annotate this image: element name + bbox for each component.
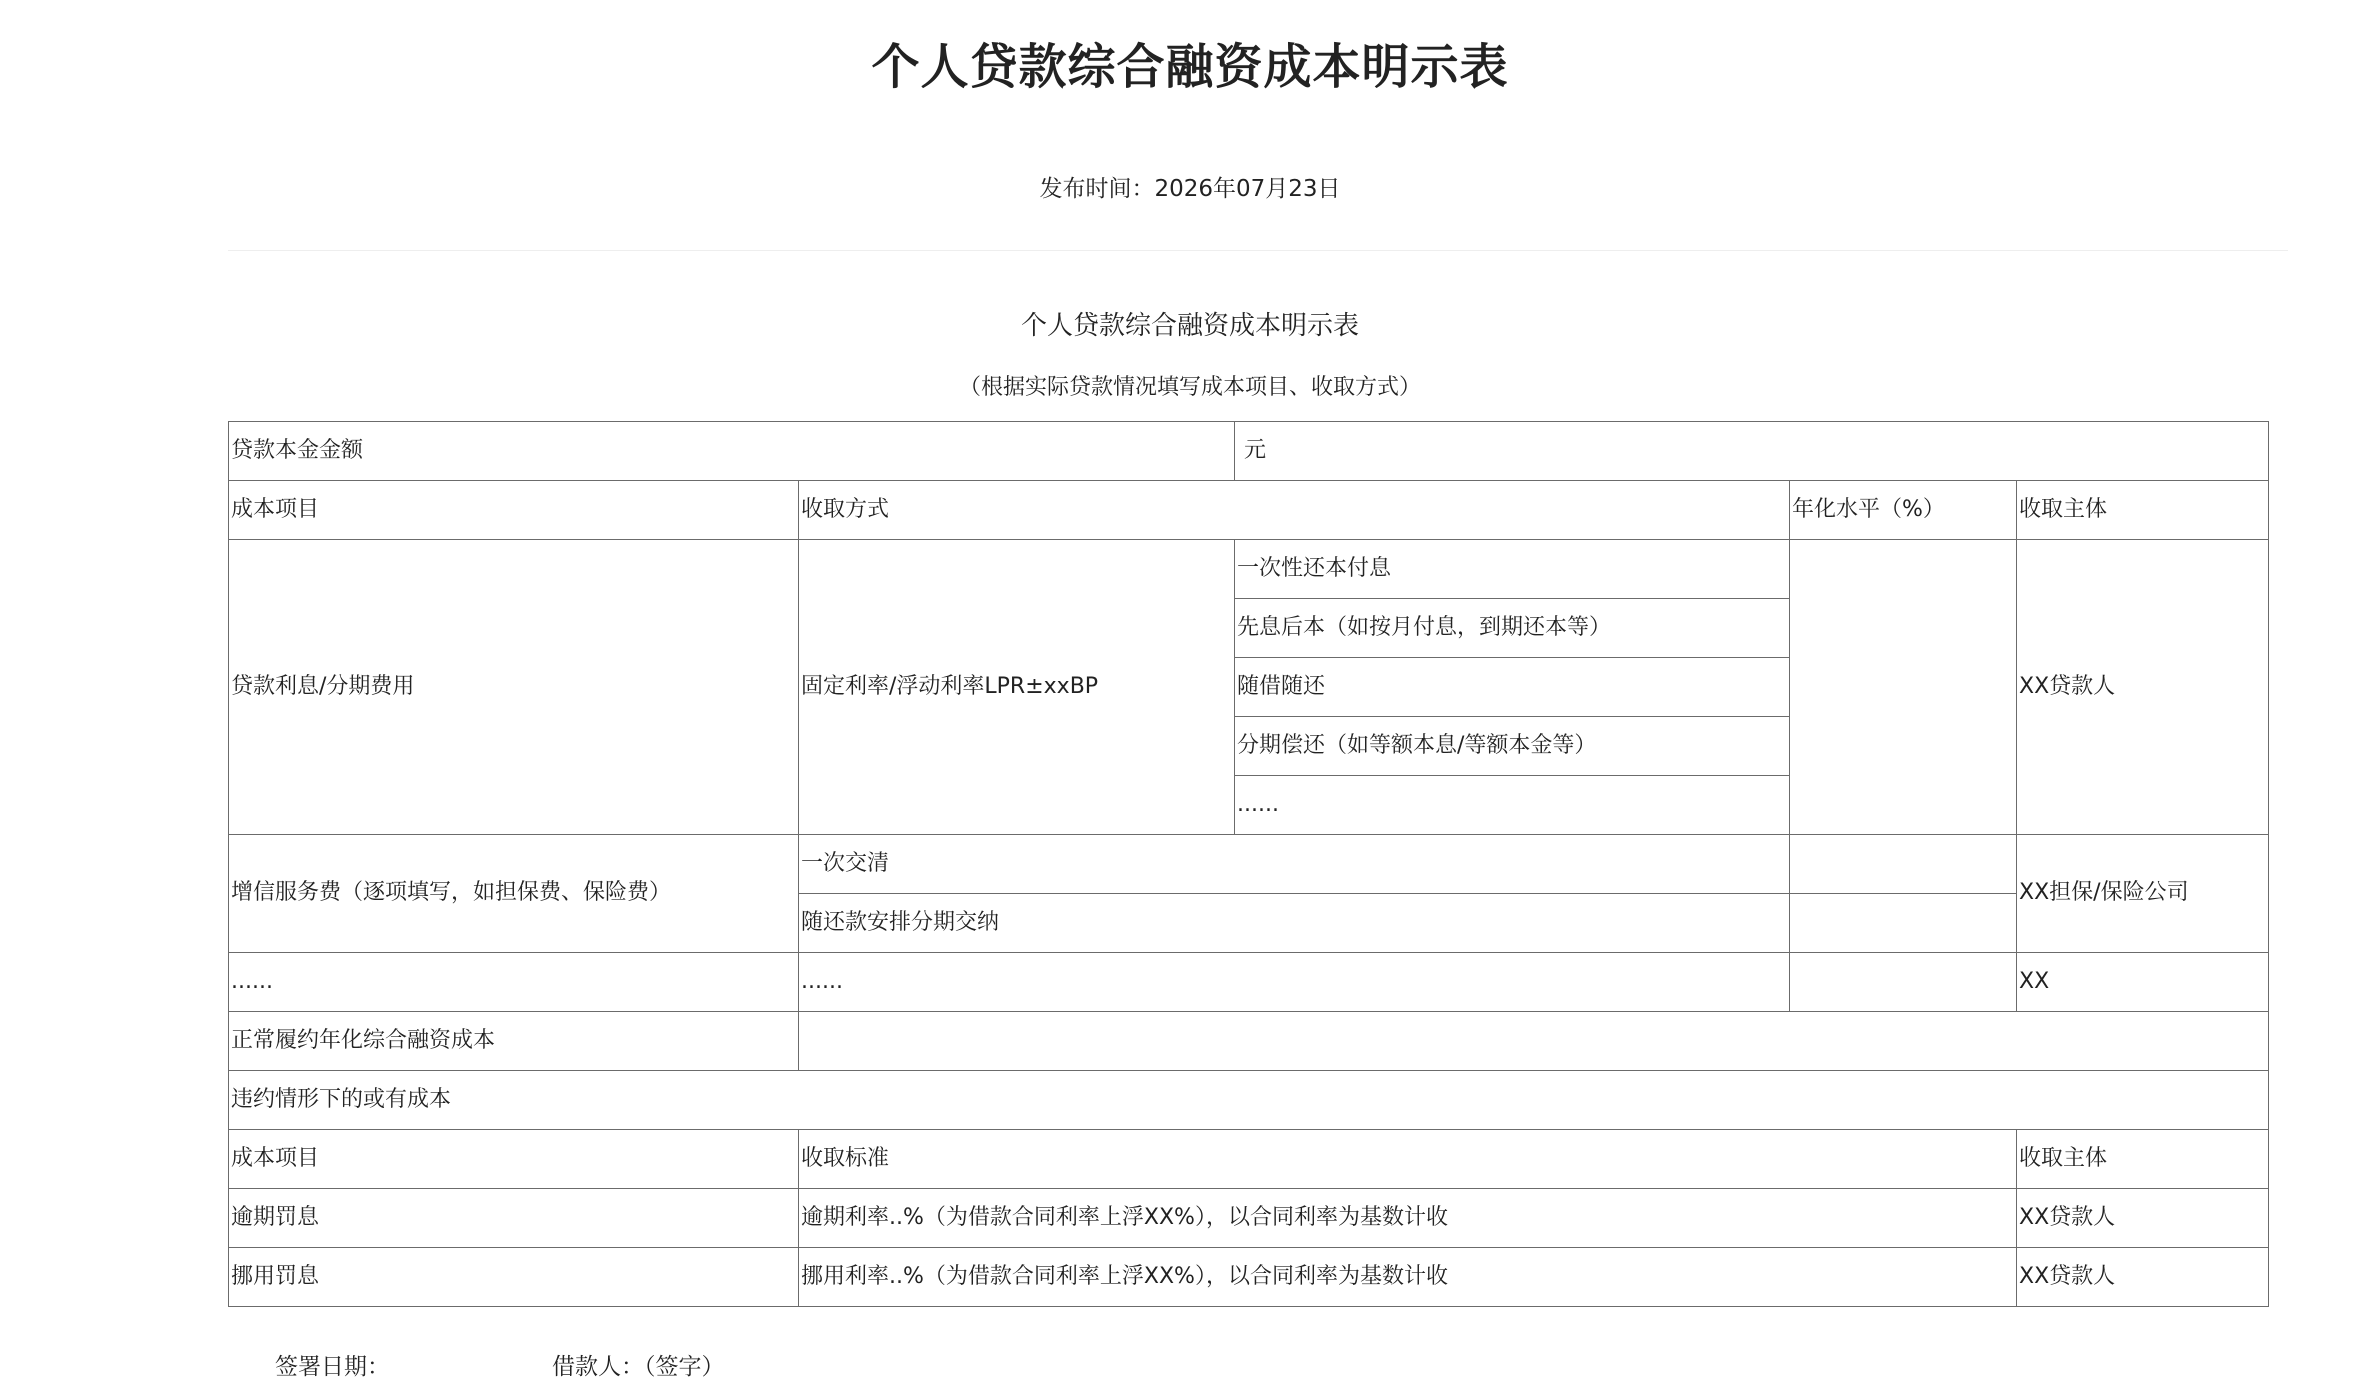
default-cost-collector: XX贷款人: [2017, 1248, 2269, 1307]
header-cost-item: 成本项目: [229, 481, 799, 540]
credit-fee-collector: XX担保/保险公司: [2017, 835, 2269, 953]
other-cost-annual-level-field[interactable]: [1790, 953, 2017, 1012]
principal-amount-field[interactable]: [1235, 422, 2269, 481]
cost-disclosure-table: [228, 421, 2269, 1307]
normal-cost-row: [229, 1012, 2269, 1071]
other-cost-row: [229, 953, 2269, 1012]
page-title: 个人贷款综合融资成本明示表: [871, 39, 1509, 95]
credit-fee-item: 增信服务费（逐项填写，如担保费、保险费）: [229, 835, 799, 953]
default-cost-collector: XX贷款人: [2017, 1189, 2269, 1248]
default-header-standard: 收取标准: [799, 1130, 2017, 1189]
publish-time: [0, 170, 2380, 203]
sign-date-label: 签署日期：: [275, 1354, 390, 1380]
principal-row: [229, 422, 2269, 481]
default-cost-item: 挪用罚息: [229, 1248, 799, 1307]
credit-fee-method: 随还款安排分期交纳: [799, 894, 1790, 953]
borrower-signature-label: 借款人：（签字）: [552, 1354, 725, 1380]
default-header-cost-item: 成本项目: [229, 1130, 799, 1189]
header-annual-level: 年化水平（%）: [1790, 481, 2017, 540]
credit-fee-annual-level-field[interactable]: [1790, 894, 2017, 953]
default-cost-standard: 挪用利率..%（为借款合同利率上浮XX%），以合同利率为基数计收: [799, 1248, 2017, 1307]
normal-cost-field[interactable]: [799, 1012, 2269, 1071]
normal-cost-label: 正常履约年化综合融资成本: [229, 1012, 799, 1071]
header-row: [229, 481, 2269, 540]
default-section-row: [229, 1071, 2269, 1130]
publish-time-label: 发布时间：: [1039, 176, 1155, 202]
default-cost-row: [229, 1248, 2269, 1307]
interest-method: 随借随还: [1235, 658, 1790, 717]
credit-fee-method: 一次交清: [799, 835, 1790, 894]
table-subtitle: （根据实际贷款情况填写成本项目、收取方式）: [958, 375, 1421, 400]
interest-method: ......: [1235, 776, 1790, 835]
table-title: 个人贷款综合融资成本明示表: [1020, 311, 1359, 341]
interest-method: 一次性还本付息: [1235, 540, 1790, 599]
default-section-label: 违约情形下的或有成本: [229, 1071, 2269, 1130]
default-cost-item: 逾期罚息: [229, 1189, 799, 1248]
default-header-row: [229, 1130, 2269, 1189]
interest-item: 贷款利息/分期费用: [229, 540, 799, 835]
interest-collector: XX贷款人: [2017, 540, 2269, 835]
interest-method: 先息后本（如按月付息，到期还本等）: [1235, 599, 1790, 658]
header-collector: 收取主体: [2017, 481, 2269, 540]
credit-fee-row: [229, 835, 2269, 894]
other-cost-collector: XX: [2017, 953, 2269, 1012]
credit-fee-annual-level-field[interactable]: [1790, 835, 2017, 894]
interest-rate-type: 固定利率/浮动利率LPR±xxBP: [799, 540, 1235, 835]
other-cost-method: ......: [799, 953, 1790, 1012]
header-method: 收取方式: [799, 481, 1790, 540]
interest-row: [229, 540, 2269, 599]
default-cost-standard: 逾期利率..%（为借款合同利率上浮XX%），以合同利率为基数计收: [799, 1189, 2017, 1248]
header-divider: [228, 250, 2288, 251]
principal-label: 贷款本金金额: [229, 422, 1235, 481]
other-cost-item: ......: [229, 953, 799, 1012]
publish-time-value: 2026年07月23日: [1154, 176, 1341, 202]
interest-annual-level-field[interactable]: [1790, 540, 2017, 835]
default-header-collector: 收取主体: [2017, 1130, 2269, 1189]
principal-unit: 元: [1244, 437, 1267, 463]
default-cost-row: [229, 1189, 2269, 1248]
interest-method: 分期偿还（如等额本息/等额本金等）: [1235, 717, 1790, 776]
